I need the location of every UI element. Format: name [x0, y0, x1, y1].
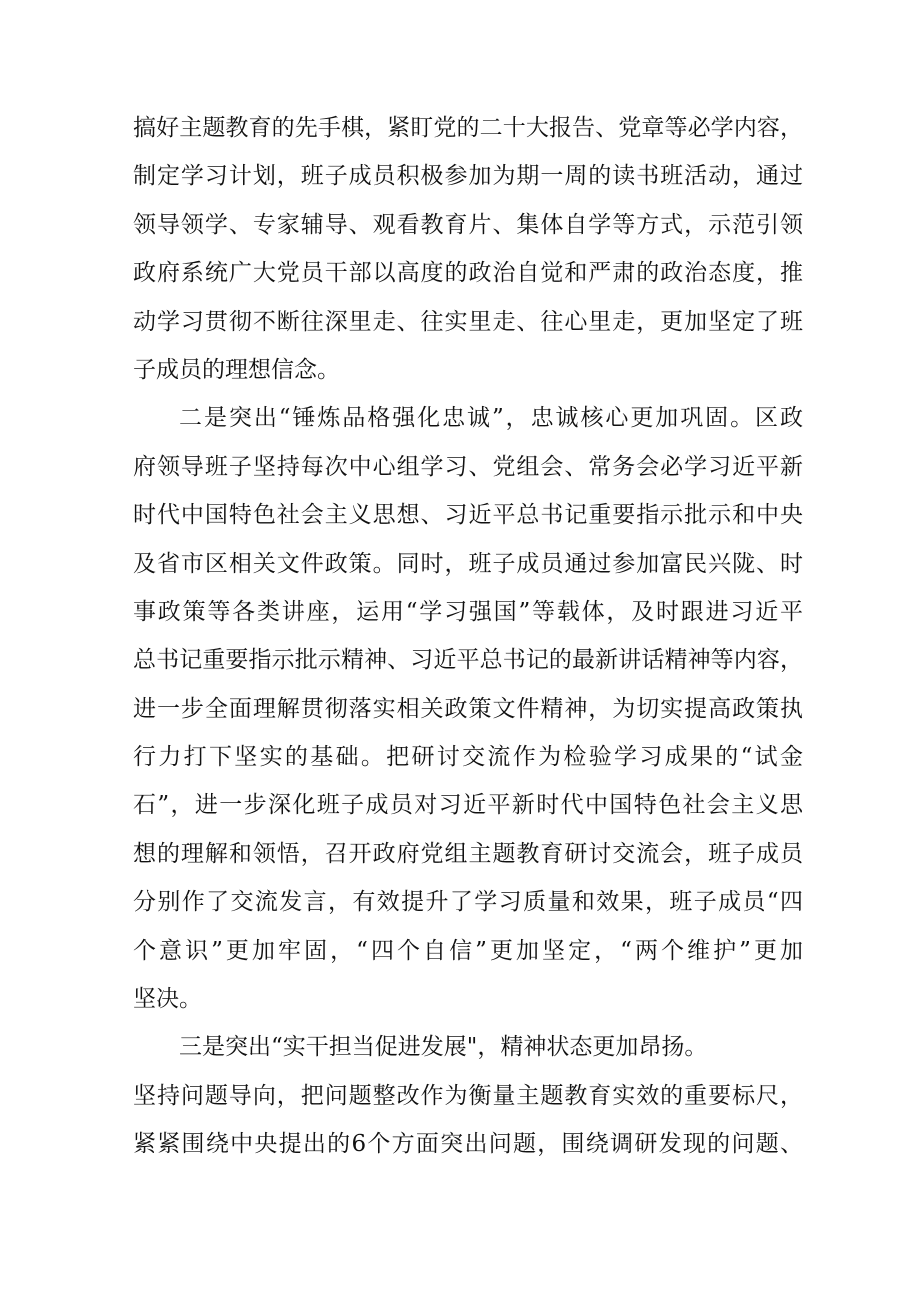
- text-line: 事政策等各类讲座，运用“学习强国”等载体，及时跟进习近平: [133, 598, 803, 625]
- text-line: 时代中国特色社会主义思想、习近平总书记重要指示批示和中央: [133, 502, 803, 529]
- text-line: 石”，进一步深化班子成员对习近平新时代中国特色社会主义思: [133, 792, 803, 819]
- text-line: 搞好主题教育的先手棋，紧盯党的二十大报告、党章等必学内容，: [133, 115, 803, 141]
- document-body: [133, 104, 803, 1169]
- text-line: 坚决。: [133, 986, 202, 1013]
- text-line: 府领导班子坚持每次中心组学习、党组会、常务会必学习近平新: [133, 453, 803, 480]
- text-line: 制定学习计划，班子成员积极参加为期一周的读书班活动，通过: [133, 163, 803, 190]
- paragraph-3: [133, 1023, 803, 1168]
- text-line: 分别作了交流发言，有效提升了学习质量和效果，班子成员“四: [133, 889, 803, 916]
- paragraph-1: [133, 104, 803, 394]
- text-line: 领导领学、专家辅导、观看教育片、集体自学等方式，示范引领: [133, 211, 803, 238]
- text-line: 总书记重要指示批示精神、习近平总书记的最新讲话精神等内容，: [133, 647, 803, 674]
- text-line: 行力打下坚实的基础。把研讨交流作为检验学习成果的“试金: [133, 744, 803, 771]
- text-line: 动学习贯彻不断往深里走、往实里走、往心里走，更加坚定了班: [133, 308, 803, 335]
- text-line: 坚持问题导向，把问题整改作为衡量主题教育实效的重要标尺，: [133, 1082, 803, 1109]
- text-line: 进一步全面理解贯彻落实相关政策文件精神，为切实提高政策执: [133, 695, 803, 722]
- text-line: 二是突出“锤炼品格强化忠诚”，忠诚核心更加巩固。区政: [179, 405, 803, 432]
- text-line: 紧紧围绕中央提出的6个方面突出问题，围绕调研发现的问题、: [133, 1131, 803, 1158]
- text-line: 子成员的理想信念。: [133, 356, 340, 383]
- paragraph-2: [133, 394, 803, 1023]
- text-line: 个意识”更加牢固，“四个自信”更加坚定，“两个维护”更加: [133, 937, 803, 964]
- text-line: 三是突出“实干担当促进发展"，精神状态更加昂扬。: [179, 1034, 708, 1061]
- text-line: 及省市区相关文件政策。同时，班子成员通过参加富民兴陇、时: [133, 550, 803, 577]
- text-line: 想的理解和领悟，召开政府党组主题教育研讨交流会，班子成员: [133, 840, 803, 867]
- text-line: 政府系统广大党员干部以高度的政治自觉和严肃的政治态度，推: [133, 260, 803, 287]
